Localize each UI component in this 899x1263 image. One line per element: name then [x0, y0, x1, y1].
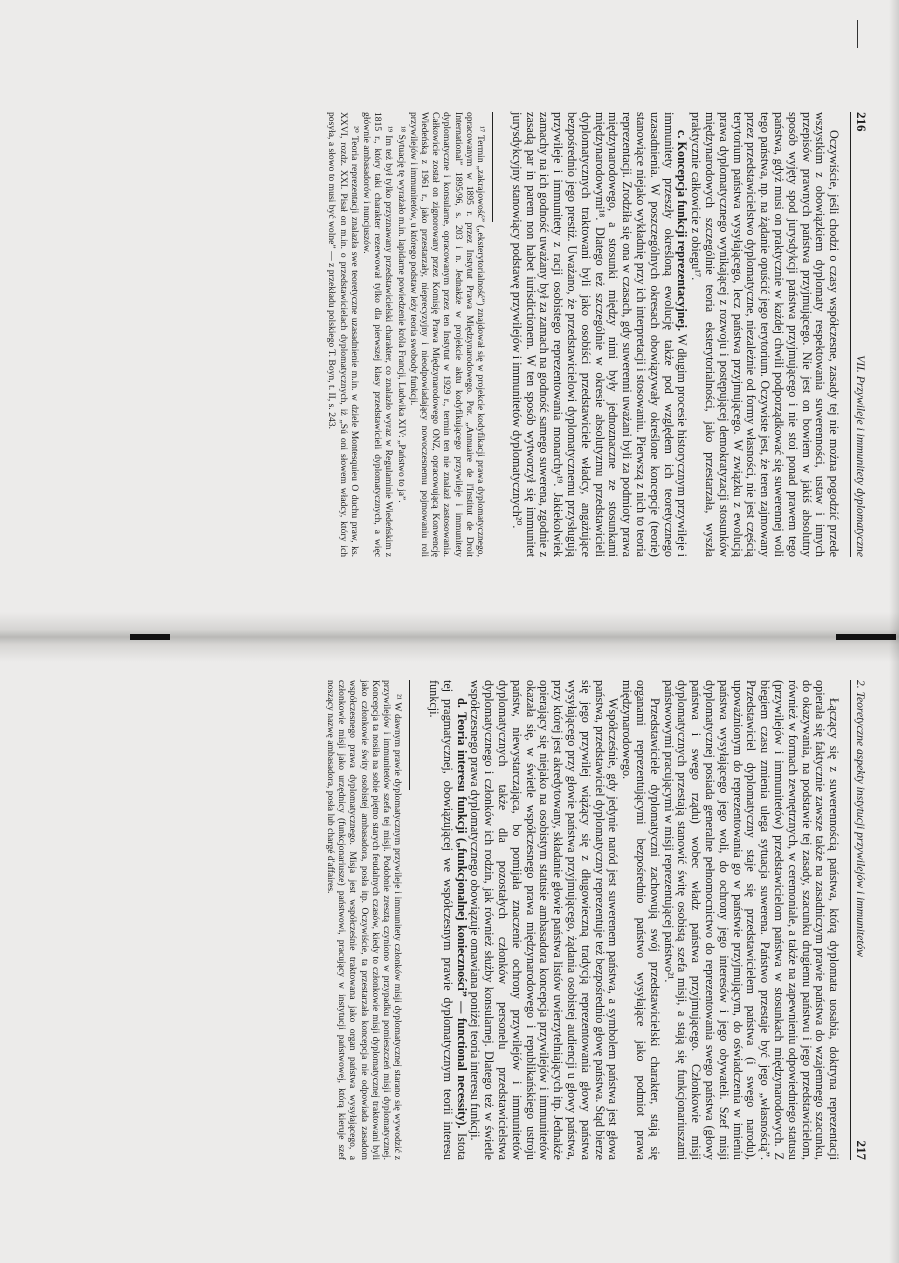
- margin-rule: [857, 20, 858, 48]
- section-paragraph: [426, 680, 467, 1160]
- page-217: [325, 680, 869, 1161]
- footnote: ¹⁹ Im też był tylko przyznawany przedstawicielski charakter, co znalazło wyraz w Regulaminie Wiedeńskim z 1815 r., który taki charakter rezerwował tylko dla pierwszej klasy przedstawicieli dyplomatycznych, a więc głównie ambasadorów i nuncjuszów.: [361, 112, 395, 557]
- page-edge-shadow: [889, 0, 899, 1263]
- footnote: ¹⁸ Sytuację tę wyrażało m.in. lapidarne powiedzenie króla Francji, Ludwika XIV: „Państwo to ja”.: [395, 126, 407, 503]
- footnote-rule: [492, 112, 493, 222]
- running-header: [850, 680, 868, 1160]
- gutter-mark: [836, 634, 896, 640]
- footnotes: [325, 680, 403, 1160]
- body-paragraph: Oczywiście, jeśli chodzi o czasy współczesne, zasady tej nie można pogodzić przede wszystkim z obowiązkiem dyplomaty respektowania suwerenności, ustaw i innych przepisów prawnych państwa przyjmującego. Nie jest on bowiem w jakiś absolutny sposób wyjęty spod jurysdykcji państwa przyjmującego i nie stoi ponad prawem tego państwa, gdyż musi on praktycznie w każdej chwili podporządkować się suwerennej woli tego państwa, np. na żądanie opuścić jego terytorium. Oczywiste jest, że teren zajmowany przez przedstawicielstwo dyplomatyczne, niezależnie od formy własności, nie jest częścią terytorium państwa wysyłającego, lecz państwa przyjmującego. W związku z ewolucją prawa dyplomatycznego wynikającej z rozwoju i postępującej demokratyzacji stosunków międzynarodowych szczególnie teoria eksterytorialności, jako przestarzała, wyszła praktycznie całkowicie z obiegu¹⁷.: [689, 112, 842, 557]
- footnote: ¹⁷ Termin „zakrajowość” („ekstеrytorialność”) znajdował się w projekcie kodyfikacji prawa dyplomatycznego, opracowanym w 1895 r. przez Instytut Prawa Międzynarodowego. Por. „Annuaire de l'Institut de Droit International” 1895/96, s. 203 i n. Jednakże w projekcie aktu kodyfikującego przywileje i immunitety dyplomatyczne i konsularne, opracowanym przez ten Instytut w 1929 r., termin ten nie znalazł zastosowania. Całkowicie został on zignorowany przez Komisję Prawa Międzynarodowego ONZ, opracowującą Konwencję Wiedeńską z 1961 r., jako przestarzały, nieprecyzyjny i nieodpowiadający nowoczesnemu pojmowaniu roli przywilejów i immunitetów, u którego podstaw leży teoria swobody funkcji.: [407, 112, 487, 557]
- body-paragraph: Współcześnie, gdy jedynie naród jest suwerenem państwa, a symbolem państwa jest głowa państwa, przedstawiciel dyplomatyczny reprezentuje też bezpośrednio głowę państwa. Stąd bierze się jego przywilej wiążący się z długowieczną tradycją reprezentowania głowy państwa wysyłającego przy głowie państwa przyjmującego, żądania osobistej audiencji u głowy państwa, przy której jest akredytowany, składanie głowie państwa listów uwierzytelniających itp. Jednakże opierający się niejako na osobistym statusie ambasadora koncepcja przywilejów i immunitetów okazała się, w świetle współczesnego prawa międzynarodowego i republikańskiego ustroju państw, niewystarczająca, bo pomijała znaczenie ochrony przywilejów i immunitetów dyplomatycznych także dla pozostałych członków personelu przedstawicielstwa dyplomatycznego i członków ich rodzin, jak również służby konsularnej. Dlatego też w świetle współczesnego prawa dyplomatycznego obowiązuje omawiana poniżej teoria interesu funkcji.: [468, 680, 621, 1160]
- page-number: 217: [854, 1140, 869, 1160]
- running-title: VII. Przywileje i immunitety dyplomatyczne: [854, 355, 867, 557]
- section-paragraph: [509, 112, 688, 557]
- footnote: ²¹ W dawnym prawie dyplomatycznym przywileje i immunitety członków misji dyplomatycznej starano się wywodzić z przywilejów i immunitetów szefa tej misji. Podobnie zresztą czyniono w przypadku pomieszczeń misji dyplomatycznej. Koncepcja ta nosiła na sobie piętno starych feudalnych czasów, kiedy to członkowie misji dyplomatycznej traktowani byli jako członkowie świty osobistej ambasadora, posła itp. Oczywiście, ta przestarzała koncepcja nie odpowiada zasadom współczesnego prawa dyplomatycznego. Misja jest współcześnie traktowana jako organ państwa wysyłającego, a członkowie misji jako urzędnicy (funkcjonariusze) państwowi, pracujący w instytucji państwowej, którą kieruje szef noszący nazwę ambasadora, posła lub chargé d'affaires.: [325, 680, 404, 1160]
- running-header: [850, 112, 868, 557]
- footnote-rule: [409, 680, 410, 790]
- page-216: [326, 112, 869, 557]
- running-title: 2. Teoretyczne aspekty instytucji przywilejów i immunitetów: [854, 680, 867, 958]
- footnotes: [326, 112, 486, 557]
- section-text: W długim procesie historycznym przywileje i immunitety przeszły określoną ewolucję także pod względem ich teoretycznego uzasadnienia. W poszczególnych okresach obowiązywały określone koncepcje (teorie) stanowiące niejako wykładnię przy ich interpretacji i stosowaniu. Pierwszą z nich to teoria reprezentacji. Zrodziła się ona w czasach, gdy suwerenni uważani byli za podmioty prawa międzynarodowego, a stosunki między nimi były jednoznaczne ze stosunkami międzynarodowymi¹⁸. Dlatego też szczególnie w okresie absolutyzmu przedstawicieli dyplomatycznych traktowani byli jako osobiści przedstawiciele władcy, angażujące bezpośrednio jego prestiż. Uważano, że przedstawicielowi dyplomatycznemu przysługują przywileje i immunitety z racji osobistego reprezentowania monarchy¹⁹. Jakiekolwiek zamachy na ich godność uważany był za zamach na godność samego suwerena, zgodnie z zasadą par in parem non habet iurisdictionem. W ten sposób wytworzył się immunitet jurysdykcyjny stanowiący podstawę przywilejów i immunitetów dyplomatycznych²⁰.: [509, 112, 690, 557]
- section-text: Istota tej pragmatycznej, obowiązującej we współczesnym prawie dyplomatycznym teorii interesu funkcji.: [427, 680, 469, 1161]
- body-paragraph: Łączący się z suwerennością państwa, którą dyplomata uosabia, doktryna reprezentacji opierała się faktycznie zawsze także na zasadniczym prawie państwa do wzajemnego szacunku, do okazywania, na podstawie tej zasady, szacunku drugiemu państwu i jego przedstawicielom, również w formach zewnętrznych, w ceremoniale, a także na zapewnieniu odpowiedniego statusu (przywilejów i immunitetów) przedstawicielom państwa w stosunkach międzynarodowych. Z biegiem czasu zmienia ulega sytuacja suwerena. Państwo przestaje być jego „własnością”. Przedstawiciel dyplomatyczny staje się przedstawicielem państwa (i swego narodu), upoważnionym do reprezentowania go w państwie przyjmującym, do oświadczenia w imieniu państwa wysyłającego jego woli, do ochrony jego interesów i jego obywateli. Szef misji dyplomatycznej posiada generalne pełnomocnictwo do reprezentowania swego państwa (głowy państwa i swego rządu) wobec władz państwa przyjmującego. Członkowie misji dyplomatycznych przestają stanowić świtę osobistą szefa misji, a stają się funkcjonariuszami państwowymi pracującymi w misji reprezentującej państwo²¹.: [661, 680, 842, 1160]
- page-number: 216: [854, 112, 869, 132]
- gutter-mark: [130, 634, 170, 640]
- footnote: ²⁰ Teoria reprezentacji znalazła swe teoretyczne uzasadnienie m.in. w dziele Montesquieu O duchu praw, ks. XXVI, rozdz. XXI. Pisał on m.in. o przedstawicielach dyplomatycznych, iż „Sú oni słowem władcy, który ich posyła, a słowo to musi być wolne” — z przekładu polskiego T. Boyn, t. II, s. 243.: [326, 112, 360, 557]
- section-heading: d. Teoria interesu funkcji („funkcjonalnej konieczności” — functional necessity).: [454, 698, 469, 1129]
- section-heading: c. Koncepcja funkcji reprezentacyjnej.: [675, 130, 690, 332]
- body-paragraph: Przedstawiciele dyplomatyczni zachowują swój przedstawicielski charakter, stają się organami reprezentującymi bezpośrednio państwo wysyłające jako podmiot prawa międzynarodowego.: [620, 680, 662, 1160]
